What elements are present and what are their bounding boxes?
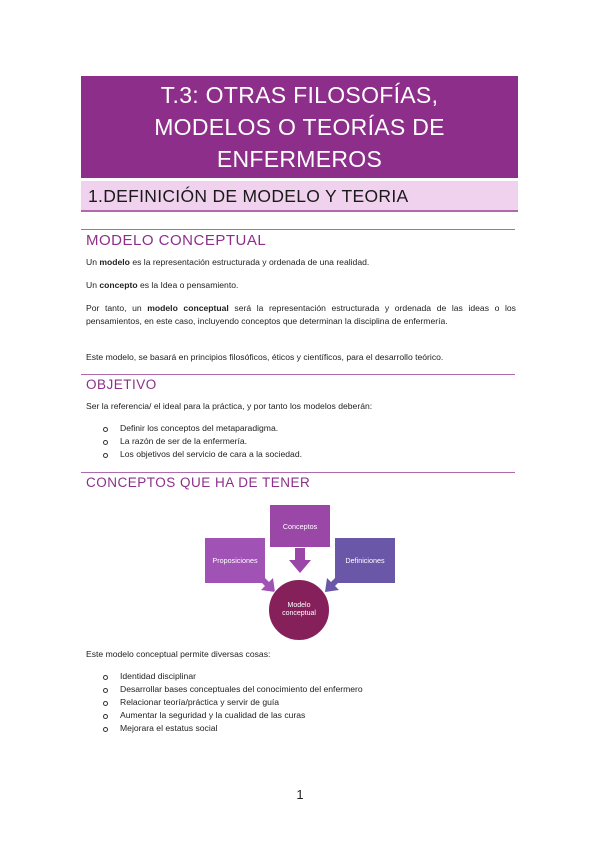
text-fragment: será la representación estructurada y ordenada de las ideas o los pensamientos, en este caso, incluyendo conceptos que determinan la disciplina de enfermería.	[86, 303, 516, 326]
title-line-3: ENFERMEROS	[216, 146, 383, 172]
concept-diagram	[195, 500, 405, 640]
objetivo-list	[103, 422, 302, 461]
objetivo-intro: Ser la referencia/ el ideal para la práctica, y por tanto los modelos deberán:	[86, 401, 373, 411]
text-fragment: es la representación estructurada y ordenada de una realidad.	[129, 257, 370, 267]
section-heading: 1.DEFINICIÓN DE MODELO Y TEORIA	[81, 181, 518, 212]
diagram-box-proposiciones: Proposiciones	[205, 538, 265, 583]
conceptos-list	[103, 670, 363, 735]
text-fragment: Un	[86, 257, 100, 267]
diagram-box-definiciones: Definiciones	[335, 538, 395, 583]
list-item: Desarrollar bases conceptuales del conocimiento del enfermero	[103, 683, 363, 696]
list-item: Aumentar la seguridad y la cualidad de las curas	[103, 709, 363, 722]
title-line-1: T.3: OTRAS FILOSOFÍAS,	[160, 82, 439, 108]
text-fragment: Por tanto, un	[86, 303, 148, 313]
bold-term: modelo	[99, 257, 130, 267]
paragraph-principios: Este modelo, se basará en principios filosóficos, éticos y científicos, para el desarrollo teórico.	[86, 352, 444, 362]
paragraph-modelo	[86, 256, 516, 269]
paragraph-modelo-conceptual	[86, 302, 516, 327]
conceptos-heading: CONCEPTOS QUE HA DE TENER	[81, 472, 515, 490]
list-item: Mejorara el estatus social	[103, 722, 363, 735]
diagonal-arrow-right-icon	[323, 570, 349, 594]
document-title	[81, 76, 518, 178]
objetivo-heading: OBJETIVO	[81, 374, 515, 392]
bold-term: concepto	[99, 280, 138, 290]
text-fragment: Un	[86, 280, 100, 290]
modelo-conceptual-heading: MODELO CONCEPTUAL	[81, 229, 515, 249]
text-fragment: es la Idea o pensamiento.	[137, 280, 239, 290]
list-item: La razón de ser de la enfermería.	[103, 435, 302, 448]
title-line-2: MODELOS O TEORÍAS DE	[154, 114, 445, 140]
down-arrow-icon	[288, 548, 312, 574]
diagram-box-conceptos: Conceptos	[270, 505, 330, 547]
bold-term: modelo conceptual	[147, 303, 229, 313]
paragraph-concepto	[86, 279, 516, 292]
diagonal-arrow-left-icon	[251, 570, 277, 594]
conceptos-intro: Este modelo conceptual permite diversas cosas:	[86, 649, 271, 659]
list-item: Relacionar teoría/práctica y servir de guía	[103, 696, 363, 709]
page-number: 1	[296, 787, 304, 802]
diagram-center-circle: Modelo conceptual	[268, 579, 330, 641]
list-item: Identidad disciplinar	[103, 670, 363, 683]
list-item: Definir los conceptos del metaparadigma.	[103, 422, 302, 435]
list-item: Los objetivos del servicio de cara a la sociedad.	[103, 448, 302, 461]
